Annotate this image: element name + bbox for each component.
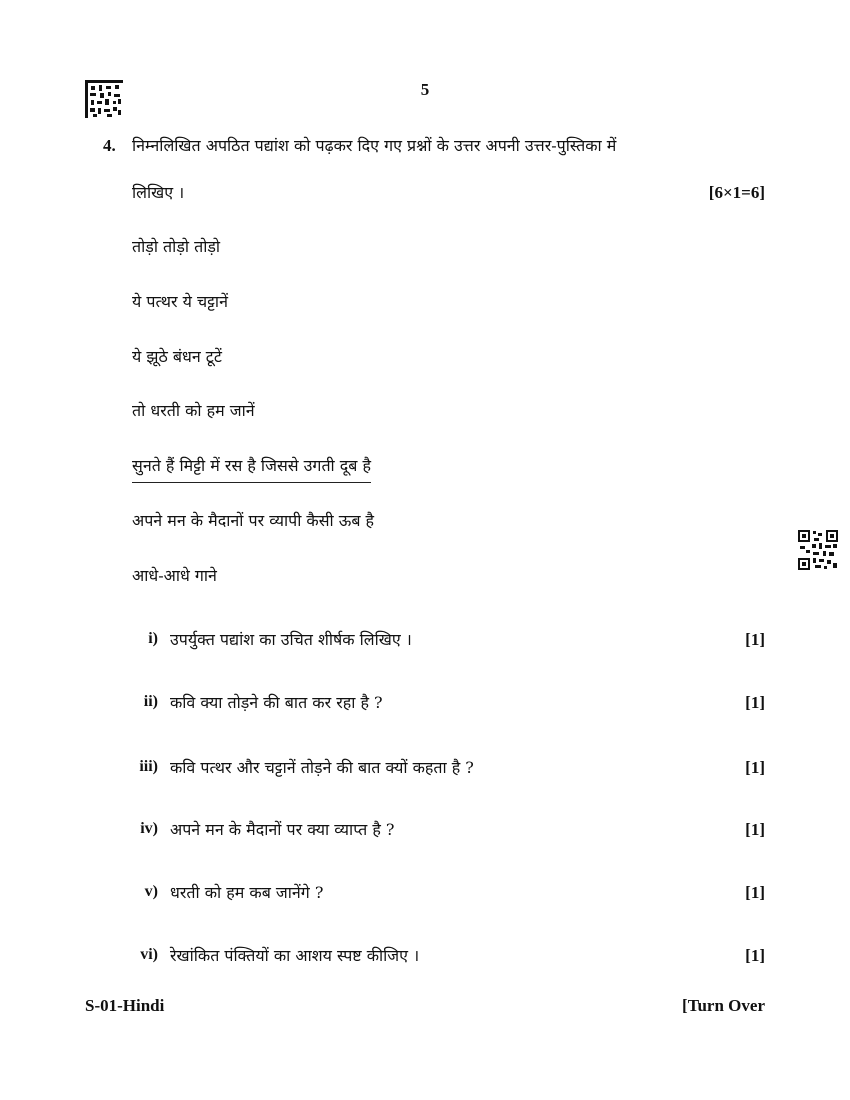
- subquestion-marks: [1]: [745, 630, 765, 649]
- subquestion-text: कवि पत्थर और चट्टानें तोड़ने की बात क्यों कहता है ?: [170, 758, 474, 777]
- subquestion-text: उपर्युक्त पद्यांश का उचित शीर्षक लिखिए ।: [170, 630, 412, 649]
- poem-line: अपने मन के मैदानों पर व्यापी कैसी ऊब है: [132, 511, 375, 530]
- subquestion-label: i): [148, 630, 158, 647]
- subquestion-marks: [1]: [745, 883, 765, 902]
- poem-line: ये झूठे बंधन टूटें: [132, 347, 222, 366]
- question-instruction-line2: लिखिए ।: [132, 183, 185, 202]
- question-instruction-line1: निम्नलिखित अपठित पद्यांश को पढ़कर दिए गए प्रश्नों के उत्तर अपनी उत्तर-पुस्तिका में: [132, 136, 617, 155]
- subquestion-label: ii): [143, 693, 158, 710]
- paper-code: S-01-Hindi: [85, 996, 165, 1015]
- subquestion-marks: [1]: [745, 820, 765, 839]
- subquestion-text: अपने मन के मैदानों पर क्या व्याप्त है ?: [170, 820, 395, 839]
- subquestion-marks: [1]: [745, 758, 765, 777]
- subquestion-text: धरती को हम कब जानेंगे ?: [170, 883, 324, 902]
- subquestion-label: iv): [140, 820, 158, 837]
- poem-line: आधे-आधे गाने: [132, 566, 217, 585]
- question-marks: [6×1=6]: [708, 183, 765, 202]
- subquestion-marks: [1]: [745, 946, 765, 965]
- subquestion-label: iii): [139, 758, 158, 775]
- subquestion-text: रेखांकित पंक्तियों का आशय स्पष्ट कीजिए ।: [170, 946, 420, 965]
- poem-line-underlined: सुनते हैं मिट्टी में रस है जिससे उगती दूब है: [132, 456, 371, 483]
- subquestion-label: v): [144, 883, 158, 900]
- poem-line: ये पत्थर ये चट्टानें: [132, 292, 228, 311]
- subquestion-marks: [1]: [745, 693, 765, 712]
- qr-code-icon: [798, 530, 838, 570]
- poem-line: तोड़ो तोड़ो तोड़ो: [132, 237, 221, 256]
- question-number: 4.: [103, 136, 116, 155]
- subquestion-label: vi): [140, 946, 158, 963]
- poem-line: तो धरती को हम जानें: [132, 401, 255, 420]
- turn-over-label: [Turn Over: [682, 996, 765, 1015]
- page-number: 5: [420, 80, 430, 99]
- subquestion-text: कवि क्या तोड़ने की बात कर रहा है ?: [170, 693, 383, 712]
